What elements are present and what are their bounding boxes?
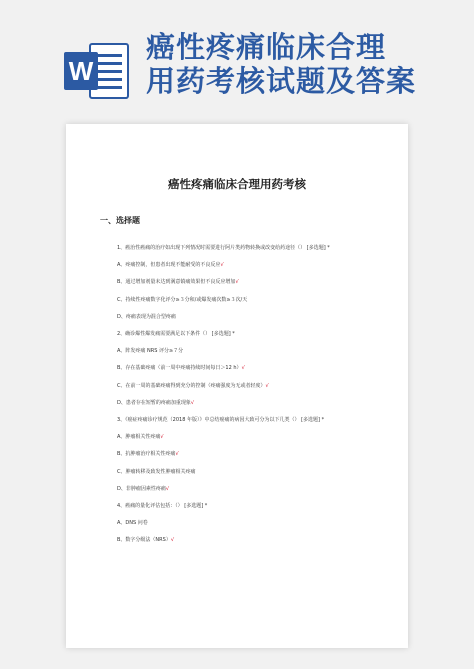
check-mark-icon: √ (190, 399, 195, 406)
line-text: 4、癌痛的量化评估包括：（） [多选题] * (117, 503, 208, 509)
option-line (117, 279, 239, 286)
option-line (117, 537, 174, 544)
option-line (117, 348, 183, 355)
line-text: D、患者存在短暂的疼痛加重现象 (117, 399, 191, 406)
banner-title-line-1: 癌性疼痛临床合理 (146, 30, 387, 64)
document-page (66, 124, 408, 648)
option-line (117, 520, 148, 527)
section-heading: 一、选择题 (100, 216, 140, 225)
line-text: C、肿瘤转移及致发性肿瘤相关疼痛 (117, 468, 196, 475)
option-line (117, 469, 196, 476)
document-title: 癌性疼痛临床合理用药考核 (168, 177, 306, 191)
svg-text:W: W (68, 56, 94, 86)
option-line (117, 262, 224, 269)
check-mark-icon: √ (265, 382, 269, 389)
question-line (117, 417, 324, 424)
line-text: B、存在基础疼痛（前一周中疼痛持续时间每日＞12 h） (117, 365, 242, 372)
line-text: 1、癌治性癌痛的治疗如出现下列情况时需要进行阿片类药物转换或改变给药途径（） [多选题] * (117, 245, 330, 251)
word-document-icon (64, 42, 130, 100)
line-text: D、疼痛表现为混合型疼痛 (117, 313, 176, 320)
option-line (117, 434, 164, 441)
banner (0, 0, 474, 110)
option-line (117, 297, 247, 304)
line-text: B、抗肿瘤治疗相关性疼痛 (117, 451, 176, 458)
option-line (117, 400, 194, 407)
check-mark-icon: √ (165, 485, 170, 492)
line-text: B、通过增加剂量未达到满意镇痛效果但不良反应增加 (117, 279, 236, 286)
line-text: A、疼痛控制，但患者出现不能耐受的不良反应 (117, 262, 221, 269)
line-text: B、数字分级法（NRS） (117, 537, 171, 544)
line-text: 2、确诊爆性爆发痛需要满足以下条件（） [多选题] * (117, 331, 235, 337)
option-line (117, 314, 176, 321)
question-line (117, 245, 330, 252)
check-mark-icon: √ (175, 451, 179, 458)
option-line (117, 365, 245, 372)
banner-title (146, 30, 466, 98)
line-text: A、DNS 问卷 (117, 520, 148, 527)
option-line (117, 486, 169, 493)
question-line (117, 331, 235, 338)
check-mark-icon: √ (220, 262, 224, 269)
check-mark-icon: √ (160, 434, 164, 441)
line-text: A、阵发疼痛 NRS 评分≥７分 (117, 348, 184, 355)
question-line (117, 503, 207, 510)
line-text: C、在前一周的基础疼痛得到充分的控制（疼痛强度为无或者轻度） (117, 382, 266, 389)
check-mark-icon: √ (241, 365, 245, 372)
banner-title-line-2: 用药考核试题及答案 (146, 64, 417, 98)
line-text: D、非肿瘤因素性疼痛 (117, 485, 166, 492)
check-mark-icon: √ (170, 537, 175, 544)
line-text: 3、《癌症疼痛诊疗规范（2018 年版）》中总结癌痛的病因大致可分为以下几类（） [多选题] * (117, 417, 325, 423)
option-line (117, 451, 179, 458)
option-line (117, 383, 269, 390)
line-text: C、持续性疼痛数字化评分≥３分和/或爆发痛次数≥３次/天 (117, 296, 248, 303)
line-text: A、肿瘤相关性疼痛 (117, 434, 161, 441)
check-mark-icon: √ (235, 279, 239, 286)
